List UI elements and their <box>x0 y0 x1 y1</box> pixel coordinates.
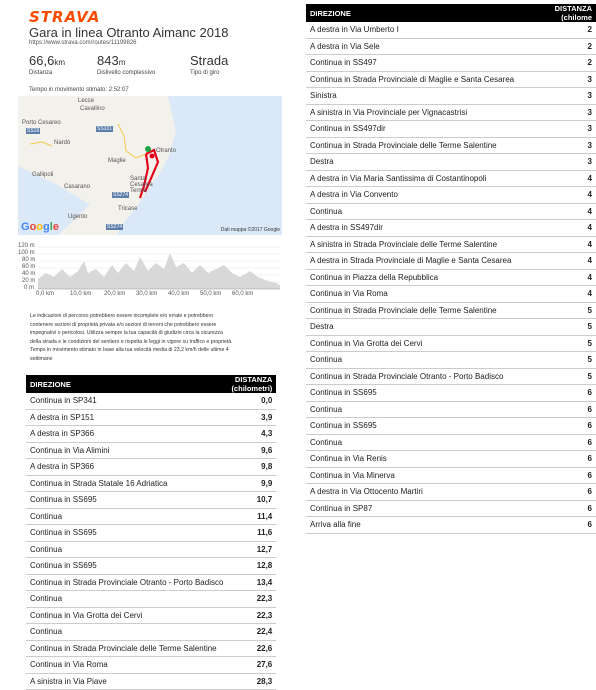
direction-cell: A destra in SP366 <box>26 426 227 443</box>
disclaimer-line: Tempo in movimento stimato in base alla tua velocità media di 23,2 km/h delle ultime 4 <box>30 347 229 353</box>
direction-cell: A destra in Via Maria Santissima di Costantinopoli <box>306 170 518 187</box>
distance-cell: 22,3 <box>227 607 276 624</box>
direction-header: DIREZIONE <box>26 375 227 393</box>
distance-value: 66,6 <box>29 53 55 68</box>
table-row <box>26 541 276 558</box>
moving-time: Tempo in movimento stimato: 2:52:07 <box>29 87 129 93</box>
table-row <box>306 88 596 105</box>
distance-cell: 5 <box>518 368 596 385</box>
elev-y-40: 40 m <box>22 271 36 277</box>
disclaimer-line: Le indicazioni di percorso potrebbero essere incomplete e/o errate e potrebbero <box>30 313 214 319</box>
map-road-ss16: SS16 <box>27 128 40 134</box>
google-logo[interactable]: Google <box>21 221 59 233</box>
elev-x-0: 0,0 km <box>36 291 55 297</box>
table-row <box>306 500 596 517</box>
distance-cell: 6 <box>518 467 596 484</box>
distance-cell: 6 <box>518 418 596 435</box>
distance-stat <box>29 53 65 68</box>
route-title: Gara in linea Otranto Aimanc 2018 <box>29 25 229 40</box>
elev-y-60: 60 m <box>22 264 36 270</box>
direction-cell: A destra in SS497dir <box>306 220 518 237</box>
distance-cell: 22,6 <box>227 640 276 657</box>
table-row <box>306 220 596 237</box>
distance-cell: 9,9 <box>227 475 276 492</box>
elevation-unit: m <box>118 58 126 67</box>
direction-cell: Continua in SS695 <box>26 525 227 542</box>
table-row <box>306 22 596 38</box>
table-row <box>26 640 276 657</box>
elev-x-10: 10,0 km <box>70 291 92 297</box>
map-place-lecce: Lecce <box>78 98 95 104</box>
distance-cell: 6 <box>518 401 596 418</box>
distance-cell: 4 <box>518 203 596 220</box>
directions-table-left <box>26 375 276 690</box>
table-row <box>306 104 596 121</box>
distance-cell: 4 <box>518 269 596 286</box>
table-row <box>306 286 596 303</box>
table-row <box>26 442 276 459</box>
direction-cell: Continua in SP341 <box>26 393 227 409</box>
direction-cell: Continua in Via Alimini <box>26 442 227 459</box>
map-place-otranto: Otranto <box>156 148 177 154</box>
direction-cell: A destra in Strada Provinciale di Maglie e Santa Cesarea <box>306 253 518 270</box>
distance-cell: 3 <box>518 88 596 105</box>
table-header-row <box>306 4 596 22</box>
table-row <box>306 71 596 88</box>
disclaimer-line: della strada e le condizioni del sentiero e rispetta le leggi in vigore su traffico e proprietà. <box>30 338 233 345</box>
table-row <box>306 401 596 418</box>
direction-cell: Continua in Via Minerva <box>306 467 518 484</box>
table-row <box>306 154 596 171</box>
distance-cell: 6 <box>518 500 596 517</box>
direction-cell: Continua in SS497 <box>306 55 518 72</box>
map-place-tricase: Tricase <box>118 206 138 212</box>
distance-cell: 5 <box>518 319 596 336</box>
distance-cell: 22,3 <box>227 591 276 608</box>
distance-cell: 6 <box>518 517 596 534</box>
table-row <box>306 38 596 55</box>
distance-cell: 3 <box>518 137 596 154</box>
direction-cell: Continua in Strada Provinciale delle Terme Salentine <box>306 137 518 154</box>
elev-y-80: 80 m <box>22 257 36 263</box>
direction-cell: Continua in SS695 <box>306 418 518 435</box>
route-map[interactable] <box>18 96 282 235</box>
table-row <box>306 467 596 484</box>
table-row <box>306 187 596 204</box>
disclaimer-line: impegnativi o pericolosi. Utilizza sempre la tua capacità di giudizio circa la sicurezza <box>30 330 223 336</box>
distance-cell: 4 <box>518 286 596 303</box>
disclaimer-line: settimane <box>30 355 53 362</box>
distance-cell: 27,6 <box>227 657 276 674</box>
distance-cell: 0,0 <box>227 393 276 409</box>
elev-y-100: 100 m <box>18 250 35 256</box>
distance-cell: 3 <box>518 154 596 171</box>
direction-cell: Continua <box>26 591 227 608</box>
table-row <box>306 236 596 253</box>
elev-x-50: 50,0 km <box>200 291 222 297</box>
distance-cell: 12,8 <box>227 558 276 575</box>
direction-cell: Continua <box>306 401 518 418</box>
direction-cell: Arriva alla fine <box>306 517 518 534</box>
direction-cell: Continua in Strada Provinciale delle Terme Salentine <box>26 640 227 657</box>
direction-cell: Continua in Piazza della Repubblica <box>306 269 518 286</box>
table-row <box>306 137 596 154</box>
direction-cell: A sinistra in Via Provinciale per Vignacastrisi <box>306 104 518 121</box>
elev-x-40: 40,0 km <box>168 291 190 297</box>
table-row <box>306 55 596 72</box>
distance-cell: 5 <box>518 352 596 369</box>
map-place-santa-cesarea: Santa Cesarea Terme <box>130 176 153 194</box>
distance-header: DISTANZA (chilome <box>518 4 596 22</box>
distance-label: Distanza <box>29 70 53 76</box>
direction-cell: Continua in SS497dir <box>306 121 518 138</box>
table-row <box>306 451 596 468</box>
elev-x-60: 60,0 km <box>232 291 254 297</box>
distance-cell: 11,4 <box>227 508 276 525</box>
table-row <box>306 170 596 187</box>
direction-cell: A destra in Via Convento <box>306 187 518 204</box>
table-row <box>26 574 276 591</box>
distance-cell: 2 <box>518 55 596 72</box>
direction-cell: Continua <box>306 203 518 220</box>
distance-cell: 4 <box>518 187 596 204</box>
directions-table-right <box>306 4 596 534</box>
distance-cell: 2 <box>518 22 596 38</box>
distance-cell: 10,7 <box>227 492 276 509</box>
distance-cell: 3 <box>518 121 596 138</box>
direction-cell: Continua in Strada Provinciale Otranto - Porto Badisco <box>26 574 227 591</box>
direction-cell: Continua in Strada Provinciale delle Terme Salentine <box>306 302 518 319</box>
distance-header: DISTANZA (chilometri) <box>227 375 276 393</box>
direction-cell: Continua <box>306 434 518 451</box>
map-place-gallipoli: Gallipoli <box>32 172 54 178</box>
direction-cell: Continua in Strada Provinciale Otranto - Porto Badisco <box>306 368 518 385</box>
table-row <box>26 673 276 690</box>
direction-cell: Sinistra <box>306 88 518 105</box>
direction-cell: Continua <box>26 508 227 525</box>
table-row <box>306 121 596 138</box>
distance-cell: 6 <box>518 434 596 451</box>
map-place-nardo: Nardò <box>54 140 71 146</box>
directions-right-viewport <box>306 0 592 530</box>
map-place-cavallino: Cavallino <box>80 106 105 112</box>
table-row <box>306 484 596 501</box>
map-place-porto-cesareo: Porto Cesareo <box>22 120 61 126</box>
table-row <box>26 492 276 509</box>
disclaimer-line: contenere sezioni di proprietà privata e/o sezioni di terreni che potrebbero essere <box>30 321 217 328</box>
table-row <box>306 352 596 369</box>
table-row <box>306 253 596 270</box>
elev-x-30: 30,0 km <box>136 291 158 297</box>
direction-cell: Continua <box>26 541 227 558</box>
elev-x-20: 20,0 km <box>104 291 126 297</box>
table-row <box>26 657 276 674</box>
direction-cell: Continua in Via Roma <box>26 657 227 674</box>
table-row <box>26 525 276 542</box>
table-row <box>306 418 596 435</box>
route-disclaimer <box>30 312 280 363</box>
direction-cell: Continua in Via Grotta dei Cervi <box>306 335 518 352</box>
elevation-value: 843 <box>97 53 119 68</box>
distance-cell: 4 <box>518 253 596 270</box>
map-place-maglie: Maglie <box>108 158 126 164</box>
distance-cell: 4 <box>518 220 596 237</box>
distance-cell: 3 <box>518 71 596 88</box>
direction-cell: Continua in SS695 <box>26 492 227 509</box>
distance-cell: 6 <box>518 451 596 468</box>
direction-cell: Continua in SS695 <box>306 385 518 402</box>
elev-y-20: 20 m <box>22 278 36 284</box>
distance-cell: 22,4 <box>227 624 276 641</box>
direction-cell: Continua <box>306 352 518 369</box>
direction-cell: A destra in SP366 <box>26 459 227 476</box>
map-credit: Dati mappa ©2017 Google <box>220 227 280 233</box>
table-row <box>26 624 276 641</box>
table-row <box>26 508 276 525</box>
distance-cell: 28,3 <box>227 673 276 690</box>
distance-cell: 12,7 <box>227 541 276 558</box>
direction-cell: A destra in Via Sele <box>306 38 518 55</box>
map-land <box>18 96 282 235</box>
map-place-casarano: Casarano <box>64 184 91 190</box>
distance-cell: 11,6 <box>227 525 276 542</box>
strava-logo: STRAVA <box>29 8 101 26</box>
elev-y-120: 120 m <box>18 243 35 249</box>
table-row <box>26 607 276 624</box>
direction-cell: Continua in SS695 <box>26 558 227 575</box>
distance-cell: 9,6 <box>227 442 276 459</box>
direction-cell: Continua in Strada Statale 16 Adriatica <box>26 475 227 492</box>
direction-cell: Destra <box>306 319 518 336</box>
map-road-ss274-a: SS274 <box>113 192 129 198</box>
map-road-ss101: SS101 <box>97 126 113 132</box>
distance-cell: 9,8 <box>227 459 276 476</box>
direction-cell: Continua in SP87 <box>306 500 518 517</box>
distance-cell: 4 <box>518 170 596 187</box>
table-header-row <box>26 375 276 393</box>
table-row <box>26 591 276 608</box>
table-row <box>26 409 276 426</box>
direction-cell: Continua in Via Grotta dei Cervi <box>26 607 227 624</box>
distance-cell: 5 <box>518 302 596 319</box>
direction-cell: A sinistra in Strada Provinciale delle Terme Salentine <box>306 236 518 253</box>
direction-cell: Continua in Strada Provinciale di Maglie e Santa Cesarea <box>306 71 518 88</box>
direction-cell: Continua in Via Renis <box>306 451 518 468</box>
distance-cell: 13,4 <box>227 574 276 591</box>
direction-cell: A destra in Via Umberto I <box>306 22 518 38</box>
direction-cell: A destra in SP151 <box>26 409 227 426</box>
route-url[interactable]: https://www.strava.com/routes/11199826 <box>29 40 137 46</box>
table-row <box>306 203 596 220</box>
elevation-stat <box>97 53 125 68</box>
direction-cell: Destra <box>306 154 518 171</box>
route-type-label: Tipo di giro <box>190 70 220 76</box>
table-row <box>306 368 596 385</box>
distance-cell: 4,3 <box>227 426 276 443</box>
distance-unit: km <box>54 58 65 67</box>
table-row <box>306 269 596 286</box>
table-row <box>26 475 276 492</box>
elevation-profile <box>18 243 282 303</box>
map-road-ss274-b: SS274 <box>107 224 123 230</box>
distance-cell: 4 <box>518 236 596 253</box>
distance-cell: 6 <box>518 484 596 501</box>
distance-cell: 5 <box>518 335 596 352</box>
distance-cell: 2 <box>518 38 596 55</box>
table-row <box>306 319 596 336</box>
route-type-value: Strada <box>190 53 229 68</box>
table-row <box>26 558 276 575</box>
elevation-label: Dislivello complessivo <box>97 70 156 76</box>
elev-y-0: 0 m <box>24 285 35 291</box>
direction-cell: A sinistra in Via Piave <box>26 673 227 690</box>
table-row <box>306 385 596 402</box>
direction-cell: A destra in Via Ottocento Martiri <box>306 484 518 501</box>
table-row <box>26 459 276 476</box>
direction-header: DIREZIONE <box>306 4 518 22</box>
map-place-ugento: Ugento <box>68 214 88 220</box>
table-row <box>306 302 596 319</box>
table-row <box>26 426 276 443</box>
table-row <box>306 335 596 352</box>
direction-cell: Continua <box>26 624 227 641</box>
distance-cell: 3,9 <box>227 409 276 426</box>
direction-cell: Continua in Via Roma <box>306 286 518 303</box>
distance-cell: 3 <box>518 104 596 121</box>
table-row <box>306 517 596 534</box>
table-row <box>306 434 596 451</box>
distance-cell: 6 <box>518 385 596 402</box>
table-row <box>26 393 276 409</box>
